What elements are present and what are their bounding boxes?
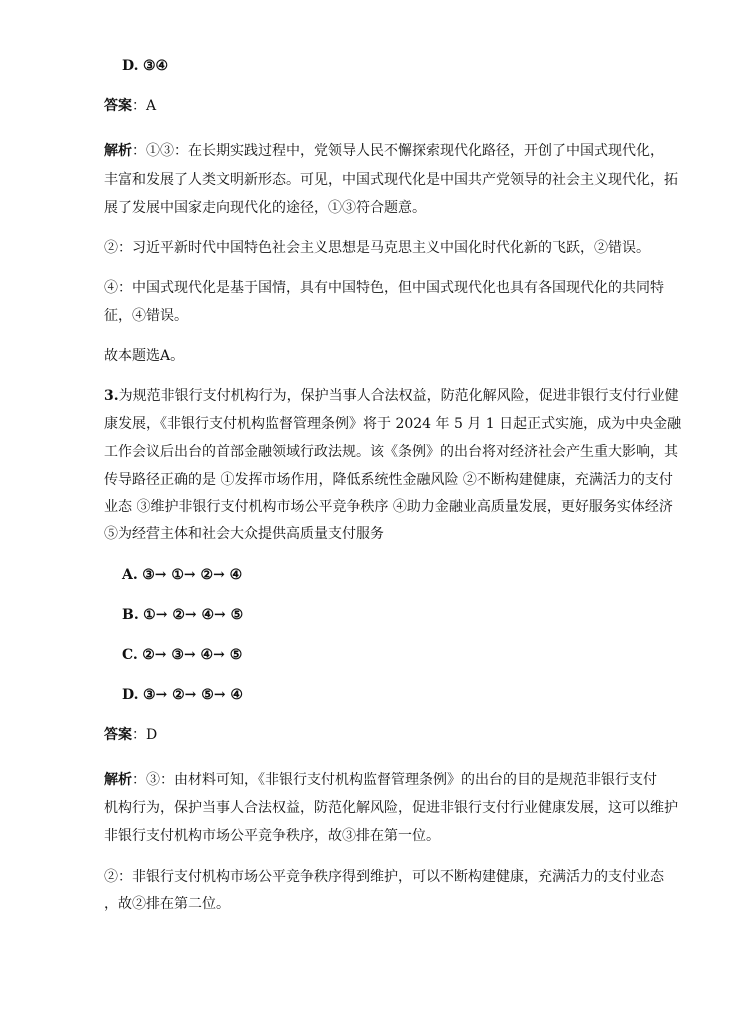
analysis-q3-p2-line-1: ②：非银行支付机构市场公平竞争秩序得到维护，可以不断构建健康，充满活力的支付业态 [104, 869, 664, 885]
question-3-stem-line-5: 业态 ③维护非银行支付机构市场公平竞争秩序 ④助力金融业高质量发展，更好服务实体经济 [104, 499, 673, 515]
option-d-prev [122, 56, 168, 76]
analysis-q3-line-3: 非银行支付机构市场公平竞争秩序，故③排在第一位。 [104, 828, 440, 844]
analysis-prev-p3-line-1: ④：中国式现代化是基于国情，具有中国特色，但中国式现代化也具有各国现代化的共同特 [104, 280, 664, 296]
analysis-prev-p3-line-2: 征，④错误。 [104, 308, 188, 324]
analysis-text: ①③：在长期实践过程中，党领导人民不懈探索现代化路径，开创了中国式现代化， [146, 143, 664, 159]
option-text: ②→ ③→ ④→ ⑤ [142, 647, 243, 663]
answer-prev [104, 96, 156, 116]
answer-sep: ： [132, 98, 146, 114]
answer-label: 答案 [104, 98, 132, 114]
option-text: ③→ ②→ ⑤→ ④ [142, 687, 243, 703]
option-d [122, 685, 243, 705]
answer-label: 答案 [104, 727, 132, 743]
analysis-q3-line-1 [104, 770, 657, 790]
answer-q3 [104, 725, 157, 745]
option-text: ③④ [142, 58, 169, 74]
analysis-text: ③：由材料可知，《非银行支付机构监督管理条例》的出台的目的是规范非银行支付 [146, 772, 657, 788]
analysis-prev-line-3: 展了发展中国家走向现代化的途径，①③符合题意。 [104, 200, 426, 216]
option-a [122, 565, 242, 585]
answer-value: A [146, 98, 157, 114]
option-label: C. [122, 647, 138, 663]
stem-text: 为规范非银行支付机构行为，保护当事人合法权益，防范化解风险，促进非银行支付行业健 [118, 388, 679, 404]
analysis-q3-line-2: 机构行为，保护当事人合法权益，防范化解风险，促进非银行支付行业健康发展，这可以维护 [104, 800, 678, 816]
option-label: B. [122, 607, 139, 623]
analysis-prev-line-2: 丰富和发展了人类文明新形态。可见，中国式现代化是中国共产党领导的社会主义现代化，拓 [104, 172, 678, 188]
option-label: A. [122, 567, 138, 583]
question-3-stem-line-6: ⑤为经营主体和社会大众提供高质量支付服务 [104, 526, 384, 542]
analysis-sep: ： [132, 772, 146, 788]
analysis-prev-p2: ②：习近平新时代中国特色社会主义思想是马克思主义中国化时代化新的飞跃，②错误。 [104, 240, 650, 256]
option-text: ①→ ②→ ④→ ⑤ [143, 607, 244, 623]
question-3-stem-line-3: 工作会议后出台的首部金融领域行政法规。该《条例》的出台将对经济社会产生重大影响，其 [104, 444, 678, 460]
analysis-sep: ： [132, 143, 146, 159]
answer-value: D [146, 727, 158, 743]
analysis-prev-line-1 [104, 141, 664, 161]
analysis-prev-conclusion: 故本题选A。 [104, 348, 185, 364]
question-3-stem-line-4: 传导路径正确的是 ①发挥市场作用，降低系统性金融风险 ②不断构建健康，充满活力的支付 [104, 472, 673, 488]
analysis-label: 解析 [104, 143, 132, 159]
option-c [122, 645, 242, 665]
option-label: D. [122, 58, 139, 74]
option-label: D. [122, 687, 139, 703]
question-number: 3. [104, 388, 119, 404]
answer-sep: ： [132, 727, 146, 743]
question-3-stem-line-2: 康发展，《非银行支付机构监督管理条例》将于 2024 年 5 月 1 日起正式实施，成为中央金融 [104, 416, 682, 432]
option-text: ③→ ①→ ②→ ④ [142, 567, 243, 583]
question-3-stem-line-1 [104, 386, 679, 406]
analysis-label: 解析 [104, 772, 132, 788]
analysis-q3-p2-line-2: ，故②排在第二位。 [104, 896, 230, 912]
option-b [122, 605, 243, 625]
